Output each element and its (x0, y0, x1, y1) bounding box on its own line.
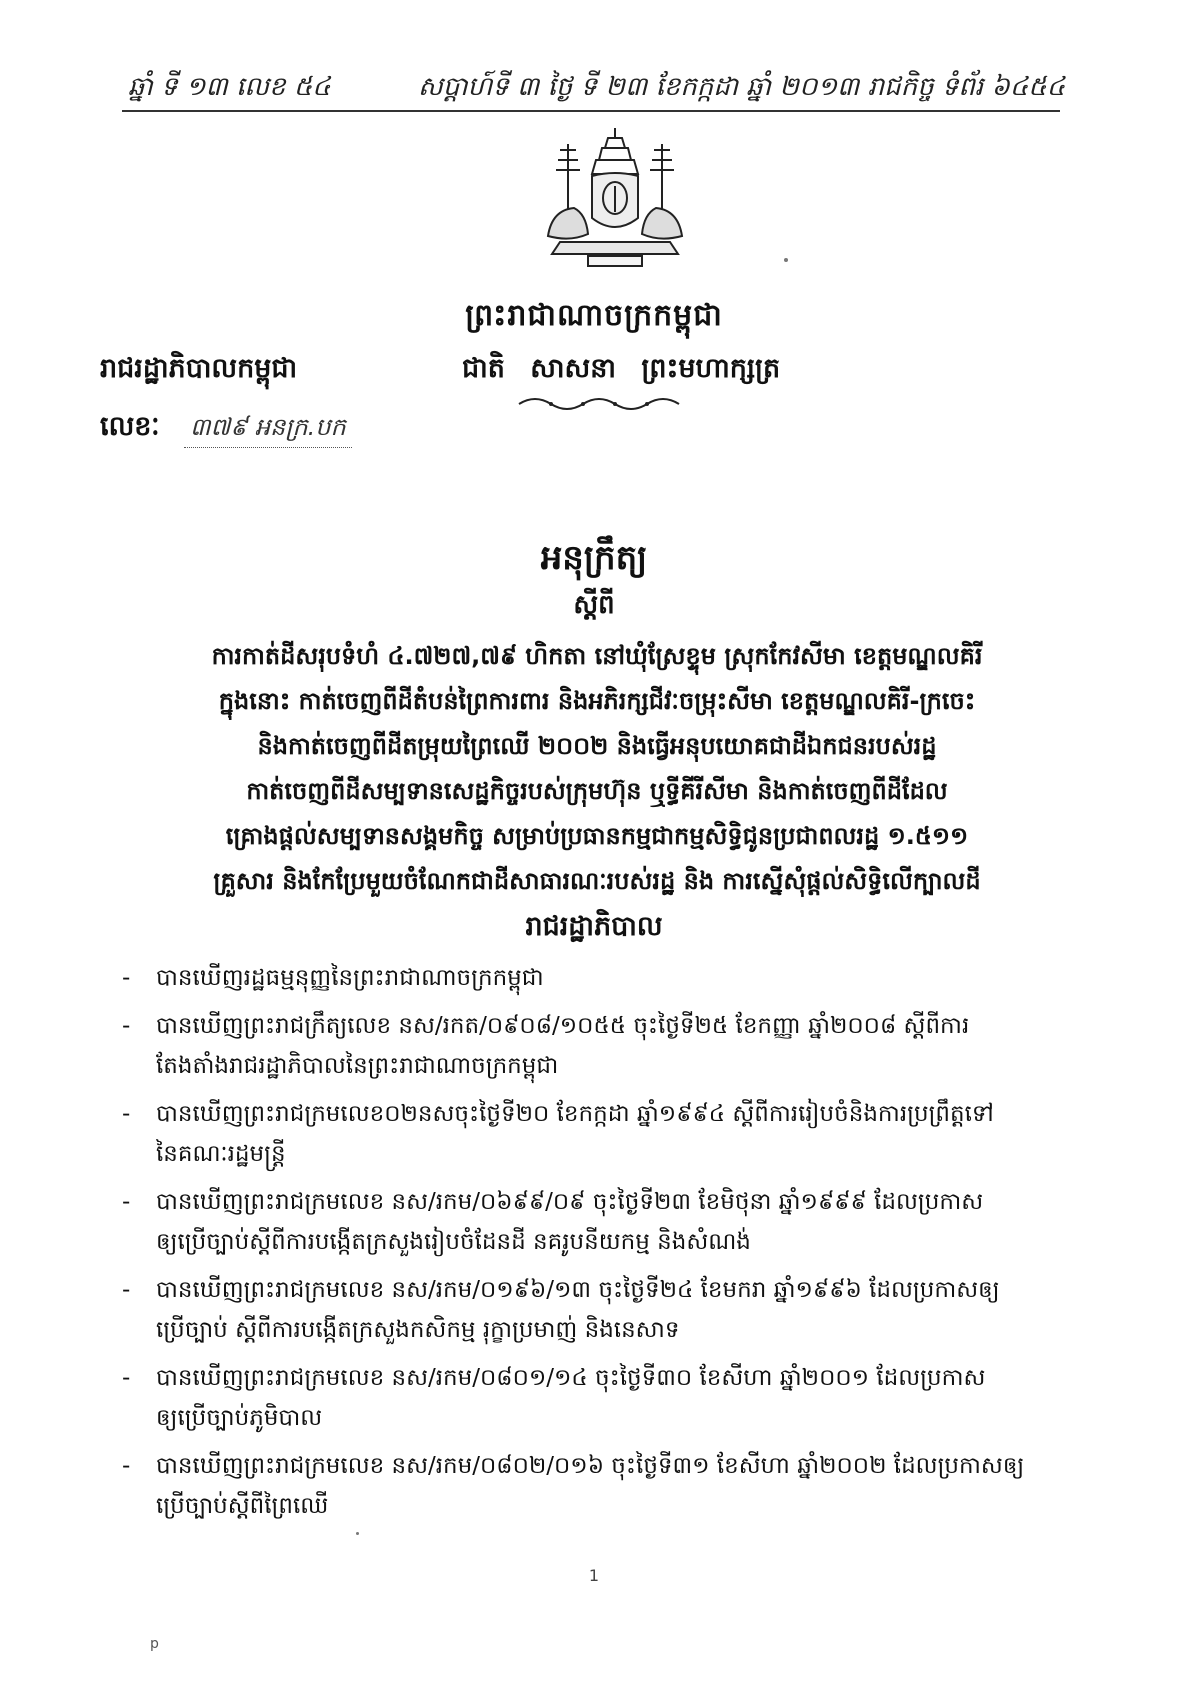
list-item (122, 958, 1080, 998)
subject-line: កាត់ចេញពីដីសម្បទានសេដ្ឋកិច្ចរបស់ក្រុមហ៊ុន ឬទ្ធីគីរីសីមា និងកាត់ចេញពីដីដែល (246, 777, 948, 805)
issuing-government: រាជរដ្ឋាភិបាលកម្ពុជា (100, 353, 298, 384)
list-item (122, 1094, 1080, 1174)
list-item-line: បានឃើញព្រះរាជក្រមលេខ នស/រកម/០៦៩៩/០៩ ចុះថ្ងៃទី២៣ ខែមិថុនា ឆ្នាំ១៩៩៩ ដែលប្រកាស (156, 1189, 984, 1215)
kingdom-title: ព្រះរាជាណាចក្រកម្ពុជា (465, 298, 723, 333)
royal-emblem-icon (530, 124, 700, 274)
list-item-line: បានឃើញព្រះរាជក្រមលេខ នស/រកម/០១៩៦/១៣ ចុះថ្ងៃទី២៤ ខែមករា ឆ្នាំ១៩៩៦ ដែលប្រកាសឲ្យ (156, 1277, 1000, 1303)
gazette-page-ref: រាជកិច្ច ទំព័រ ៦៤៥៤ (867, 72, 1065, 102)
list-item-line: បានឃើញព្រះរាជក្រមលេខ នស/រកម/០៨០១/១៤ ចុះថ្ងៃទី៣០ ខែសីហា ឆ្នាំ២០០១ ដែលប្រកាស (156, 1365, 986, 1391)
bullet-dash: - (122, 1101, 131, 1127)
list-item-line: ឲ្យប្រើច្បាប់ស្ដីពីការបង្កើតក្រសួងរៀបចំដែនដី នគរូបនីយកម្ម និងសំណង់ (156, 1229, 751, 1255)
subject-line: និងកាត់ចេញពីដីតម្រុយព្រៃឈើ ២០០២ និងធ្វើអនុបយោគជាដីឯកជនរបស់រដ្ឋ (257, 732, 937, 760)
list-item-line: បានឃើញព្រះរាជក្រមលេខ នស/រកម/០៨០២/០១៦ ចុះថ្ងៃទី៣១ ខែសីហា ឆ្នាំ២០០២ ដែលប្រកាសឲ្យ (156, 1453, 1025, 1479)
header-rule (122, 110, 1060, 112)
bullet-dash: - (122, 1365, 131, 1391)
list-item (122, 1270, 1080, 1350)
subject-line: គ្រោងផ្ដល់សម្បទានសង្គមកិច្ច សម្រាប់ប្រធានកម្មជាកម្មសិទ្ធិជូនប្រជាពលរដ្ឋ ១.៥១១ (225, 822, 969, 850)
national-motto: ជាតិ សាសនា ព្រះមហាក្សត្រ (462, 353, 781, 384)
subject-block (100, 634, 1094, 904)
bullet-dash: - (122, 1013, 131, 1039)
bullet-dash: - (122, 1189, 131, 1215)
corner-mark: p (150, 1636, 159, 1652)
legal-basis-list (122, 958, 1080, 1534)
list-item-line: នៃគណៈរដ្ឋមន្ត្រី (156, 1141, 286, 1167)
reference-label: លេខៈ (100, 411, 160, 442)
list-item-line: បានឃើញព្រះរាជក្រមលេខ០២នសចុះថ្ងៃទី២០ ខែកក្កដា ឆ្នាំ១៩៩៤ ស្ដីពីការរៀបចំនិងការប្រព្រឹត្តទៅ (156, 1101, 994, 1127)
list-item (122, 1446, 1080, 1526)
bullet-dash: - (122, 1277, 131, 1303)
page-number: 1 (588, 1566, 600, 1585)
about-label: ស្ដីពី (573, 590, 615, 620)
document-type-title: អនុក្រឹត្យ (540, 538, 648, 578)
list-item-line: ប្រើច្បាប់ ស្ដីពីការបង្កើតក្រសួងកសិកម្ម រុក្ខាប្រមាញ់ និងនេសាទ (156, 1317, 680, 1343)
government-heading: រាជរដ្ឋាភិបាល (525, 911, 663, 942)
scan-speck (356, 1532, 359, 1535)
subject-line: ការកាត់ដីសរុបទំហំ ៤.៧២៧,៧៩ ហិកតា នៅឃុំស្រែខ្ទុម ស្រុកកែវសីមា ខេត្តមណ្ឌលគិរី (211, 642, 983, 670)
bullet-dash: - (122, 1453, 131, 1479)
motto-ornament-icon (515, 392, 685, 414)
gazette-week-date: សប្ដាហ៍ទី ៣ ថ្ងៃ ទី ២៣ ខែកក្កដា ឆ្នាំ ២០១៣ (418, 72, 860, 102)
list-item-line: បានឃើញព្រះរាជក្រឹត្យលេខ នស/រកត/០៩០៨/១០៥៥ ចុះថ្ងៃទី២៥ ខែកញ្ញា ឆ្នាំ២០០៨ ស្ដីពីការ (156, 1013, 970, 1039)
list-item (122, 1182, 1080, 1262)
bullet-dash: - (122, 965, 131, 991)
list-item (122, 1358, 1080, 1438)
reference-number: ៣៧៩ អនក្រ.បក (184, 412, 352, 448)
subject-line: ក្នុងនោះ កាត់ចេញពីដីតំបន់ព្រៃការពារ និងអភិរក្សជីវៈចម្រុះសីមា ខេត្តមណ្ឌលគិរី-ក្រចេះ (218, 687, 976, 715)
list-item-line: ប្រើច្បាប់ស្ដីពីព្រៃឈើ (156, 1493, 329, 1519)
scan-speck (784, 258, 788, 262)
list-item (122, 1006, 1080, 1086)
list-item-line: ឲ្យប្រើច្បាប់ភូមិបាល (156, 1405, 323, 1431)
gazette-year-issue: ឆ្នាំ ទី ១៣ លេខ ៥៤ (128, 72, 331, 102)
subject-line: គ្រួសារ និងកែប្រែមួយចំណែកជាដីសាធារណៈរបស់រដ្ឋ និង ការស្នើសុំផ្ដល់សិទ្ធិលើក្បាលដី (213, 867, 981, 895)
list-item-line: តែងតាំងរាជរដ្ឋាភិបាលនៃព្រះរាជាណាចក្រកម្ពុជា (156, 1053, 559, 1079)
list-item-line: បានឃើញរដ្ឋធម្មនុញ្ញនៃព្រះរាជាណាចក្រកម្ពុជា (156, 965, 544, 991)
